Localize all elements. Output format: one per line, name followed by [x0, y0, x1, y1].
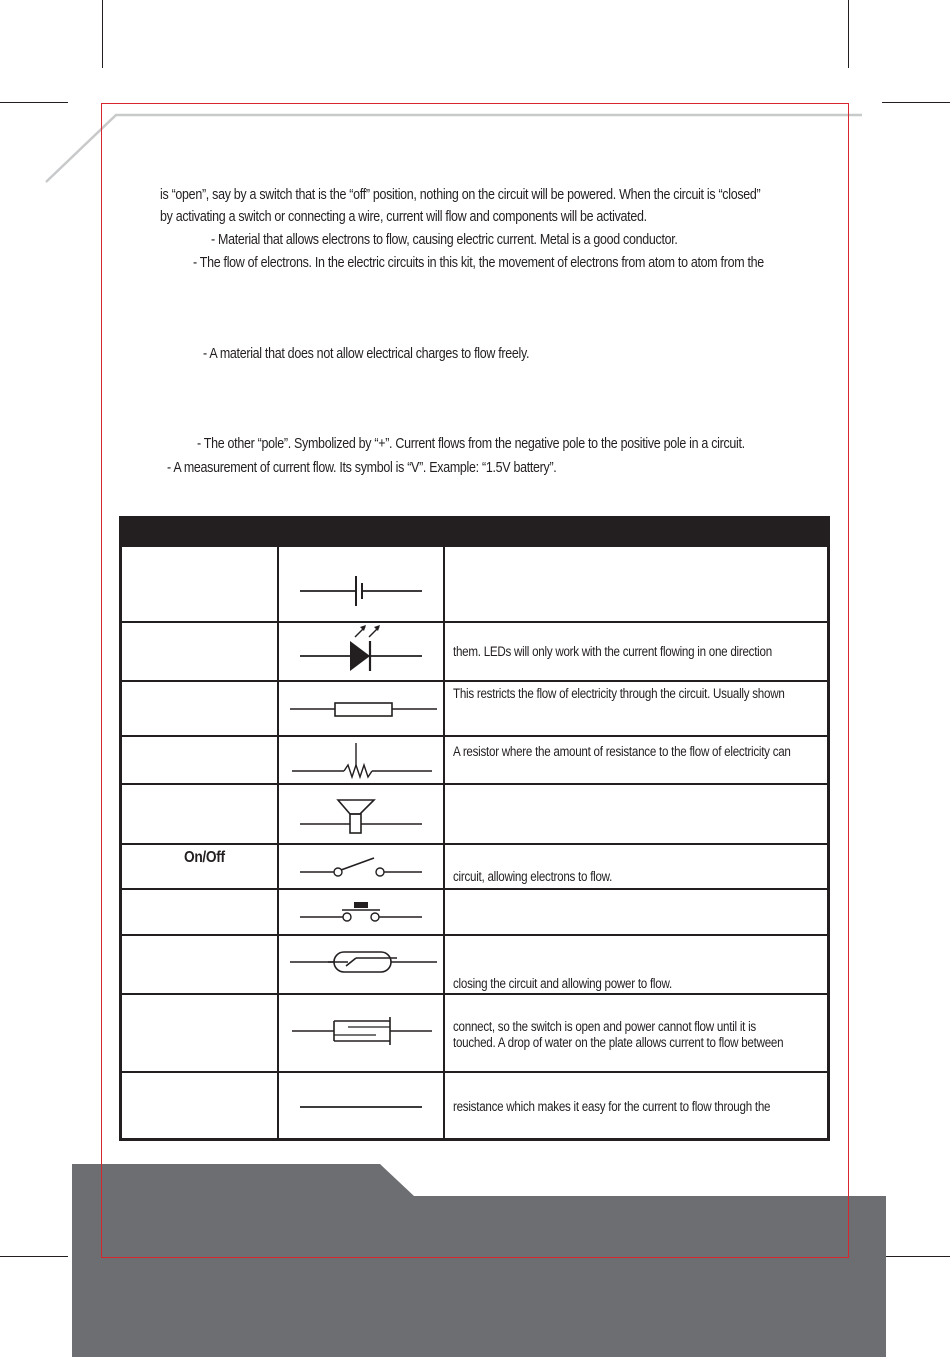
definition-line: by activating a switch or connecting a wire, current will flow and components will be activated.	[160, 209, 647, 225]
row-description: resistance which makes it easy for the current to flow through the	[453, 1099, 771, 1114]
row-description: them. LEDs will only work with the current flowing in one direction	[453, 644, 772, 659]
row-description: circuit, allowing electrons to flow.	[453, 869, 613, 884]
definition-current: - The flow of electrons. In the electric circuits in this kit, the movement of electrons from atom to atom from the	[193, 255, 764, 271]
row-description: A resistor where the amount of resistance to the flow of electricity can	[453, 744, 791, 759]
definition-line: is “open”, say by a switch that is the “off” position, nothing on the circuit will be powered. When the circuit is “closed”	[160, 187, 761, 203]
row-description: closing the circuit and allowing power to flow.	[453, 976, 672, 991]
row-description: connect, so the switch is open and power cannot flow until it is	[453, 1019, 756, 1034]
trim-line	[101, 103, 849, 1258]
row-description: This restricts the flow of electricity through the circuit. Usually shown	[453, 686, 785, 701]
definition-insulator: - A material that does not allow electrical charges to flow freely.	[203, 346, 530, 362]
definition-positive-pole: - The other “pole”. Symbolized by “+”. Current flows from the negative pole to the positive pole in a circuit.	[197, 436, 745, 452]
definition-conductor: - Material that allows electrons to flow, causing electric current. Metal is a good conductor.	[211, 232, 678, 248]
definition-voltage: - A measurement of current flow. Its symbol is “V”. Example: “1.5V battery”.	[167, 460, 557, 476]
row-name-on-off: On/Off	[184, 849, 225, 866]
row-description: touched. A drop of water on the plate allows current to flow between	[453, 1035, 784, 1050]
